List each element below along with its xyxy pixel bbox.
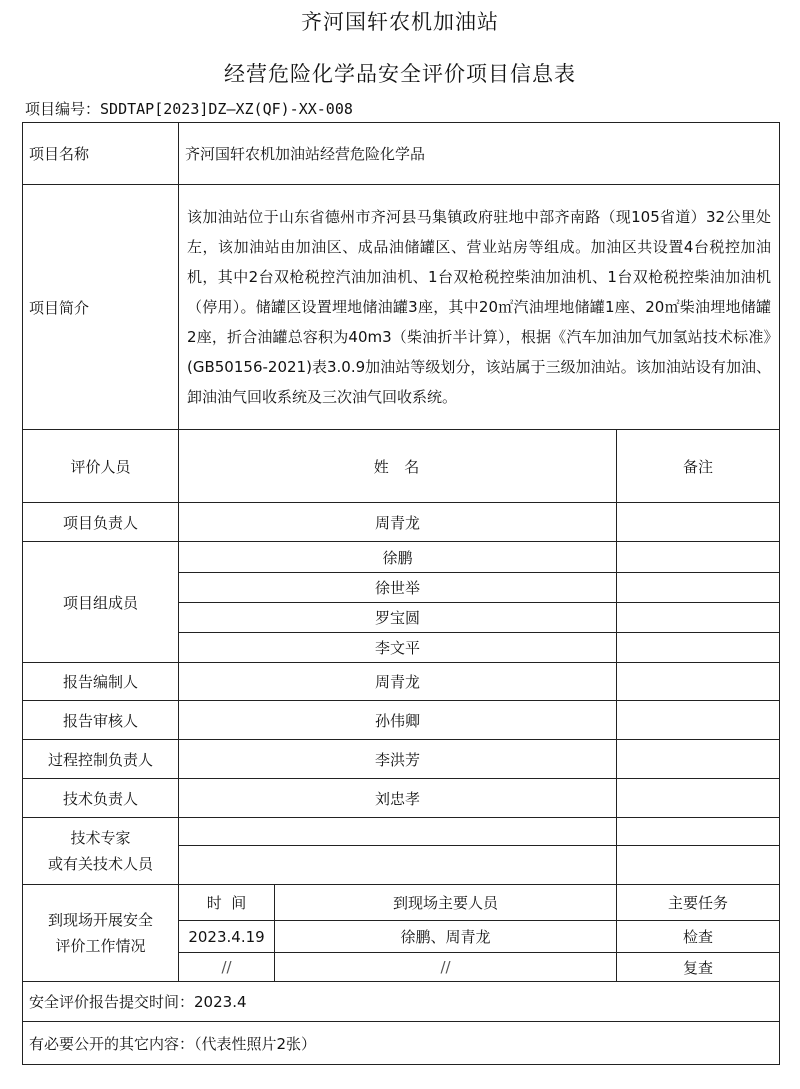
expert-note	[617, 818, 780, 846]
onsite-label-line2: 评价工作情况	[55, 937, 146, 955]
member-note	[617, 573, 780, 603]
onsite-label-line1: 到现场开展安全	[47, 911, 153, 929]
member-row	[23, 542, 780, 573]
col-header-time: 时 间	[179, 885, 275, 921]
project-number-label: 项目编号：	[25, 100, 101, 118]
compiler-label: 报告编制人	[23, 663, 179, 701]
member-note	[617, 603, 780, 633]
tech-lead-name: 刘忠孝	[179, 779, 617, 818]
other-content-label: 有必要公开的其它内容：	[29, 1034, 195, 1053]
onsite-people: //	[275, 953, 617, 982]
col-header-note: 备注	[617, 430, 780, 503]
process-control-name: 李洪芳	[179, 740, 617, 779]
other-content-row	[23, 1022, 780, 1065]
expert-row	[23, 818, 780, 846]
process-control-label: 过程控制负责人	[23, 740, 179, 779]
submit-time-row	[23, 982, 780, 1022]
tech-lead-row	[23, 779, 780, 818]
info-table	[22, 122, 780, 1065]
leader-name: 周青龙	[179, 503, 617, 542]
expert-name	[179, 818, 617, 846]
col-header-people: 到现场主要人员	[275, 885, 617, 921]
other-content-value: （代表性照片2张）	[194, 1034, 317, 1053]
expert-label-line1: 技术专家	[70, 829, 131, 847]
submit-time	[23, 982, 780, 1022]
onsite-label	[23, 885, 179, 982]
document-title-line1: 齐河国轩农机加油站	[301, 10, 499, 34]
member-name: 李文平	[179, 633, 617, 663]
project-name-row	[23, 123, 780, 185]
onsite-time: 2023.4.19	[179, 921, 275, 953]
member-note	[617, 542, 780, 573]
onsite-task: 复查	[617, 953, 780, 982]
project-intro-label: 项目简介	[23, 185, 179, 430]
project-number	[25, 98, 353, 119]
tech-lead-note	[617, 779, 780, 818]
member-name: 徐鹏	[179, 542, 617, 573]
col-header-name: 姓 名	[179, 430, 617, 503]
expert-label	[23, 818, 179, 885]
project-number-value: SDDTAP[2023]DZ—XZ(QF)-XX-008	[100, 100, 353, 118]
member-name: 徐世举	[179, 573, 617, 603]
reviewer-name: 孙伟卿	[179, 701, 617, 740]
onsite-task: 检查	[617, 921, 780, 953]
member-name: 罗宝圆	[179, 603, 617, 633]
reviewer-row	[23, 701, 780, 740]
col-header-task: 主要任务	[617, 885, 780, 921]
compiler-row	[23, 663, 780, 701]
process-control-row	[23, 740, 780, 779]
expert-label-line2: 或有关技术人员	[47, 855, 153, 873]
document-title-line2: 经营危险化学品安全评价项目信息表	[224, 62, 576, 86]
tech-lead-label: 技术负责人	[23, 779, 179, 818]
project-name-value: 齐河国轩农机加油站经营危险化学品	[179, 123, 780, 185]
member-note	[617, 633, 780, 663]
project-name-label: 项目名称	[23, 123, 179, 185]
members-label: 项目组成员	[23, 542, 179, 663]
compiler-name: 周青龙	[179, 663, 617, 701]
project-intro-row	[23, 185, 780, 430]
submit-time-label: 安全评价报告提交时间：	[29, 993, 195, 1011]
project-intro-text: 该加油站位于山东省德州市齐河县马集镇政府驻地中部齐南路（现105省道）32公里处左，该加油站由加油区、成品油储罐区、营业站房等组成。加油区共设置4台税控加油机，其中2台双枪税控汽油加油机、1台双枪税控柴油加油机、1台双枪税控柴油加油机（停用）。储罐区设置埋地储油罐3座，其中20㎡汽油埋地储罐1座、20㎡柴油埋地储罐2座，折合油罐总容积为40m3（柴油折半计算），根据《汽车加油加气加氢站技术标准》(GB50156-2021)表3.0.9加油站等级划分，该站属于三级加油站。该加油站设有加油、卸油油气回收系统及三次油气回收系统。	[179, 185, 780, 430]
compiler-note	[617, 663, 780, 701]
reviewer-note	[617, 701, 780, 740]
onsite-people: 徐鹏、周青龙	[275, 921, 617, 953]
expert-note	[617, 846, 780, 885]
leader-note	[617, 503, 780, 542]
onsite-header-row	[23, 885, 780, 921]
col-header-role: 评价人员	[23, 430, 179, 503]
leader-row	[23, 503, 780, 542]
process-control-note	[617, 740, 780, 779]
reviewer-label: 报告审核人	[23, 701, 179, 740]
staff-header-row	[23, 430, 780, 503]
leader-label: 项目负责人	[23, 503, 179, 542]
submit-time-value: 2023.4	[194, 993, 247, 1011]
onsite-time: //	[179, 953, 275, 982]
expert-name	[179, 846, 617, 885]
other-content	[23, 1022, 780, 1065]
